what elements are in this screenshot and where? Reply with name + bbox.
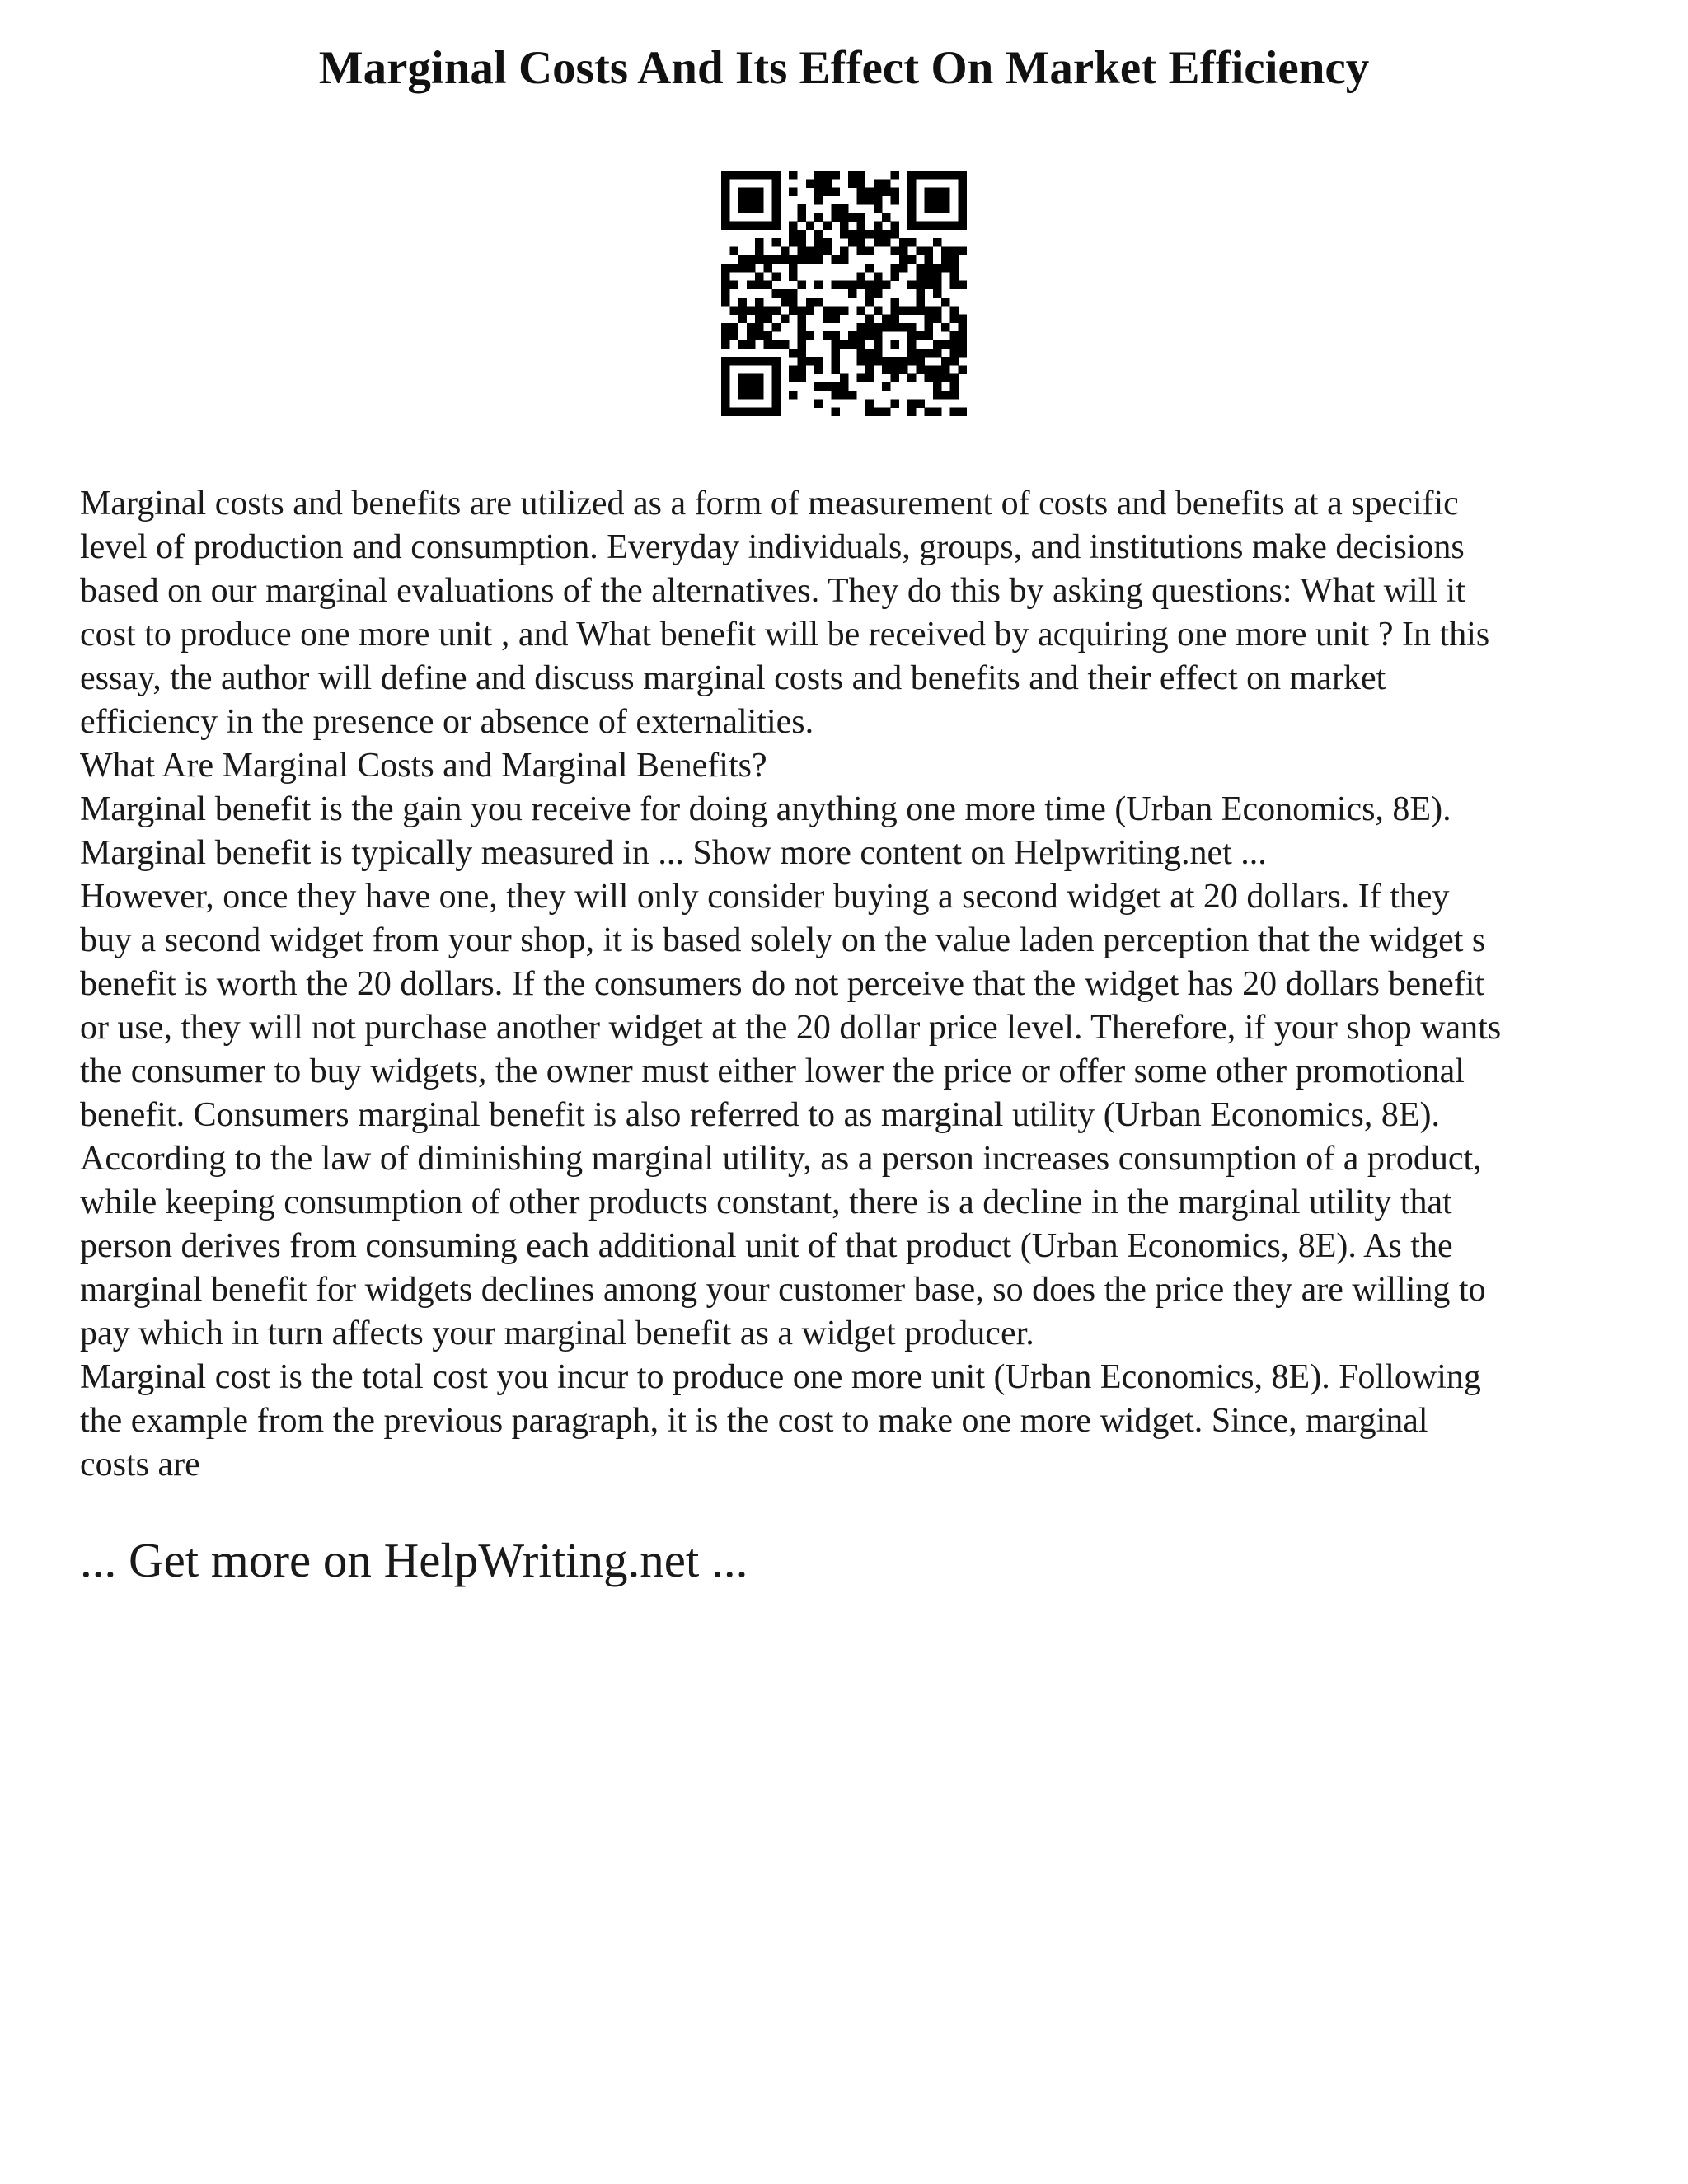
essay-line: However, once they have one, they will only consider buying a second widget at 20 dollars. If they [80,878,1450,916]
page-title: Marginal Costs And Its Effect On Market Efficiency [318,42,1370,94]
essay-line: benefit. Consumers marginal benefit is also referred to as marginal utility (Urban Economics, 8E). [80,1096,1440,1134]
essay-line: buy a second widget from your shop, it is based solely on the value laden perception that the widget s [80,921,1486,959]
essay-body [80,482,1646,1487]
essay-line: marginal benefit for widgets declines among your customer base, so does the price they are willing to [80,1271,1486,1309]
essay-line: Marginal benefit is typically measured in ... Show more content on Helpwriting.net ... [80,834,1267,872]
essay-line: cost to produce one more unit , and What benefit will be received by acquiring one more unit ? In this [80,616,1490,654]
essay-line: based on our marginal evaluations of the alternatives. They do this by asking questions: What will it [80,572,1465,610]
essay-line: According to the law of diminishing marginal utility, as a person increases consumption of a product, [80,1140,1482,1178]
essay-line: level of production and consumption. Everyday individuals, groups, and institutions make decisions [80,528,1465,566]
essay-line: Marginal cost is the total cost you incur to produce one more unit (Urban Economics, 8E). Following [80,1358,1481,1396]
essay-line: efficiency in the presence or absence of externalities. [80,703,814,741]
get-more-link[interactable]: ... Get more on HelpWriting.net ... [80,1533,748,1587]
essay-line: Marginal benefit is the gain you receive for doing anything one more time (Urban Economics, 8E). [80,790,1451,828]
essay-line: while keeping consumption of other products constant, there is a decline in the marginal utility that [80,1183,1452,1221]
essay-line: pay which in turn affects your marginal benefit as a widget producer. [80,1315,1034,1352]
essay-line: essay, the author will define and discuss marginal costs and benefits and their effect on market [80,659,1386,697]
essay-line: or use, they will not purchase another widget at the 20 dollar price level. Therefore, if your shop wants [80,1009,1502,1047]
section-heading: What Are Marginal Costs and Marginal Benefits? [80,747,767,785]
essay-line: Marginal costs and benefits are utilized as a form of measurement of costs and benefits at a specific [80,485,1459,523]
essay-line: the consumer to buy widgets, the owner must either lower the price or offer some other promotional [80,1052,1465,1090]
essay-line: the example from the previous paragraph, it is the cost to make one more widget. Since, marginal [80,1402,1428,1440]
qr-code-icon [721,171,967,416]
essay-line: costs are [80,1446,200,1483]
essay-line: benefit is worth the 20 dollars. If the consumers do not perceive that the widget has 20 dollars benefit [80,965,1485,1003]
essay-line: person derives from consuming each additional unit of that product (Urban Economics, 8E). As the [80,1227,1453,1265]
